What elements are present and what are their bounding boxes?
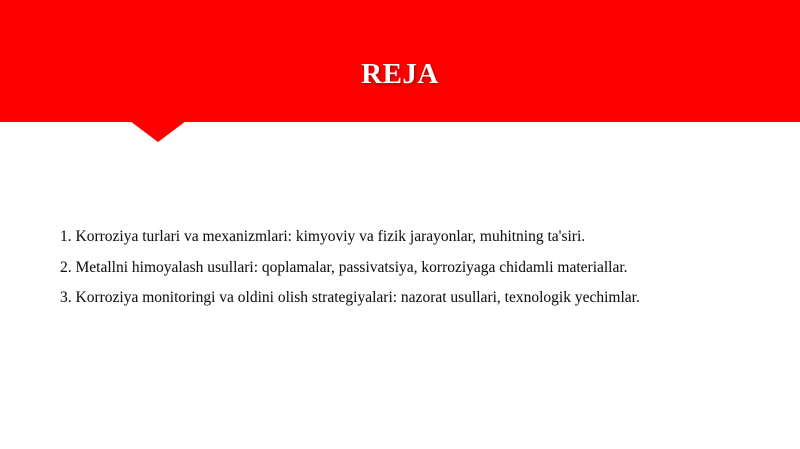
agenda-item: 2. Metallni himoyalash usullari: qoplamalar, passivatsiya, korroziyaga chidamli materiallar. [60, 258, 628, 276]
agenda-list [60, 226, 640, 318]
agenda-item: 1. Korroziya turlari va mexanizmlari: kimyoviy va fizik jarayonlar, muhitning ta'siri. [60, 228, 586, 245]
header-notch-triangle [130, 121, 186, 142]
agenda-item: 3. Korroziya monitoringi va oldini olish strategiyalari: nazorat usullari, texnologik yechimlar. [60, 289, 640, 306]
slide-title: REJA [361, 58, 439, 90]
